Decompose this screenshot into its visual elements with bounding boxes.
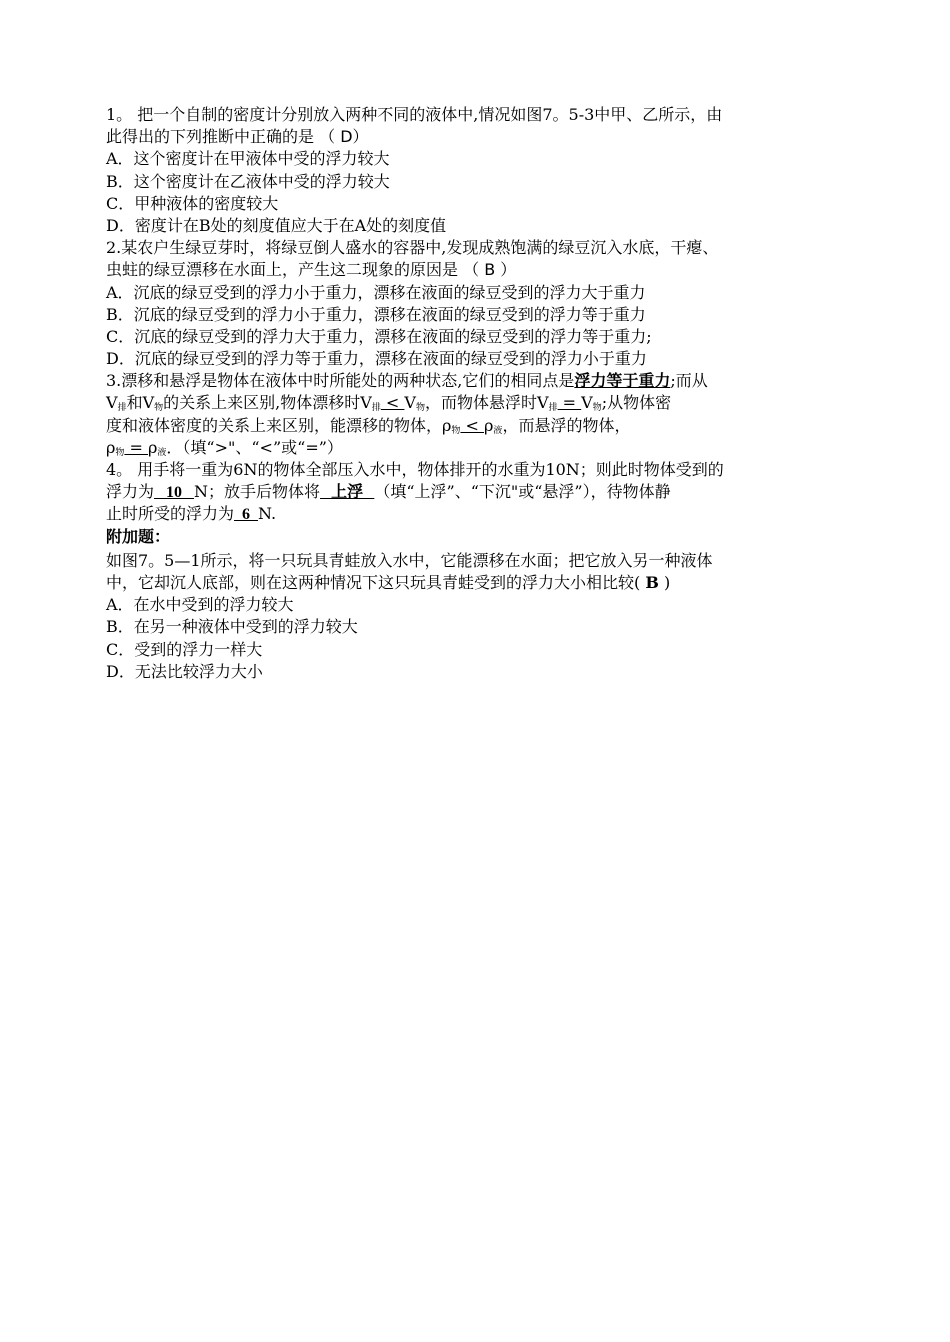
q4-text4: 止时所受的浮力为 [106,504,235,524]
v-symbol: V [106,393,118,413]
q4-text3: （填“上浮”、“下沉"或“悬浮”），待物体静 [374,482,671,502]
q1-option-b: B．这个密度计在乙液体中受的浮力较大 [106,171,390,191]
q2-stem-line2 [106,259,866,281]
q3-text5: 度和液体密度的关系上来区别，能漂移的物体， [106,415,443,435]
q4-text1: 浮力为 [106,482,155,502]
v-symbol: V [404,393,416,413]
sub-wu: 物 [415,403,425,414]
q2-option-d: D．沉底的绿豆受到的浮力等于重力，漂移在液面的绿豆受到的浮力小于重力 [106,349,647,369]
q2-stem-close: ） [495,260,517,280]
q3-answer-suspend-volume: = [557,393,582,413]
q3-answer-float-density: < [460,415,485,435]
sub-wu: 物 [451,425,461,436]
q1-stem-line2 [106,126,866,148]
q3-he: 和 [126,393,143,413]
bonus-stem-text: 中，它却沉人底部，则在这两种情况下这只玩具青蛙受到的浮力大小相比较( [106,572,646,592]
v-symbol: V [581,393,593,413]
bonus-option-c: C．受到的浮力一样大 [106,639,263,659]
sub-pai: 排 [371,403,381,414]
sub-wu: 物 [592,403,602,414]
sub-pai: 排 [548,403,558,414]
q4-line3 [106,503,866,525]
q1-option-a: A．这个密度计在甲液体中受的浮力较大 [106,149,390,169]
sub-wu: 物 [154,403,164,414]
q4-text5: N. [258,504,277,524]
bonus-option-a: A．在水中受到的浮力较大 [106,595,294,615]
q4-line1: 4。 用手将一重为6N的物体全部压入水中，物体排开的水重为10N；则此时物体受到的 [106,460,724,479]
q4-answer-buoyancy: 10 [154,484,195,502]
q1-option-c: C．甲种液体的密度较大 [106,193,279,213]
bonus-stem-line2 [106,572,866,594]
document-page [106,104,866,683]
q2-stem-text: 虫蛀的绿豆漂移在水面上，产生这二现象的原因是 （ [106,260,485,280]
q2-option-b: B．沉底的绿豆受到的浮力小于重力，漂移在液面的绿豆受到的浮力等于重力 [106,304,646,324]
q2-option-a: A．沉底的绿豆受到的浮力小于重力，漂移在液面的绿豆受到的浮力大于重力 [106,282,646,302]
q2-stem-line1: 2.某农户生绿豆芽时，将绿豆倒人盛水的容器中,发现成熟饱满的绿豆沉入水底，干瘪、 [106,238,719,258]
q3-text2: 的关系上来区别,物体漂移时 [163,393,361,413]
q3-text6: ，而悬浮的物体， [502,415,631,435]
q3-text3: ，而物体悬浮时 [425,393,538,413]
sub-pai: 排 [117,403,127,414]
bonus-stem-close: ) [658,572,671,592]
rho-symbol: ρ [484,415,494,435]
q3-answer-suspend-density: = [124,437,148,457]
bonus-option-b: B．在另一种液体中受到的浮力较大 [106,617,358,637]
bonus-heading: 附加题： [106,526,171,546]
rho-symbol: ρ [148,437,158,457]
rho-symbol: ρ [106,437,116,457]
sub-wu: 物 [115,447,125,458]
q3-text1: 3.漂移和悬浮是物体在液体中时所能处的两种状态,它们的相同点是 [106,371,575,391]
q1-stem-close: ） [352,127,369,147]
q4-answer-motion: 上浮 [320,482,375,502]
q3-line1 [106,370,866,392]
q2-option-c: C．沉底的绿豆受到的浮力大于重力，漂移在液面的绿豆受到的浮力等于重力; [106,326,652,346]
q1-option-d: D．密度计在B处的刻度值应大于在A处的刻度值 [106,215,447,235]
rho-symbol: ρ [442,415,452,435]
q4-text2: N；放手后物体将 [194,482,321,502]
q3-fill-hint: ．（填“>"、“<”或“=”） [166,437,343,457]
v-symbol: V [142,393,155,413]
bonus-stem-line1: 如图7。5—1所示，将一只玩具青蛙放入水中，它能漂移在水面；把它放入另一种液体 [106,550,713,570]
sub-ye: 液 [493,425,503,436]
q4-answer-final: 6 [234,506,259,524]
q1-answer: D [340,127,353,147]
q3-text4: ;从物体密 [601,393,672,413]
bonus-option-d: D．无法比较浮力大小 [106,661,263,681]
q3-text1-end: ;而从 [670,371,708,391]
q3-answer-float-volume: < [380,393,405,413]
q1-stem-text: 此得出的下列推断中正确的是 （ [106,127,341,147]
q3-answer-common: 浮力等于重力 [574,371,671,391]
q4-line2 [106,481,866,503]
q3-line4 [106,437,866,459]
q1-stem-line1: 1。 把一个自制的密度计分别放入两种不同的液体中,情况如图7。5-3中甲、乙所示，由 [106,105,723,124]
v-symbol: V [537,393,549,413]
q3-line3 [106,415,866,437]
q3-line2 [106,392,866,414]
sub-ye: 液 [157,447,167,458]
v-symbol: V [360,393,372,413]
q2-answer: B [484,260,496,280]
bonus-answer: B [645,572,659,592]
